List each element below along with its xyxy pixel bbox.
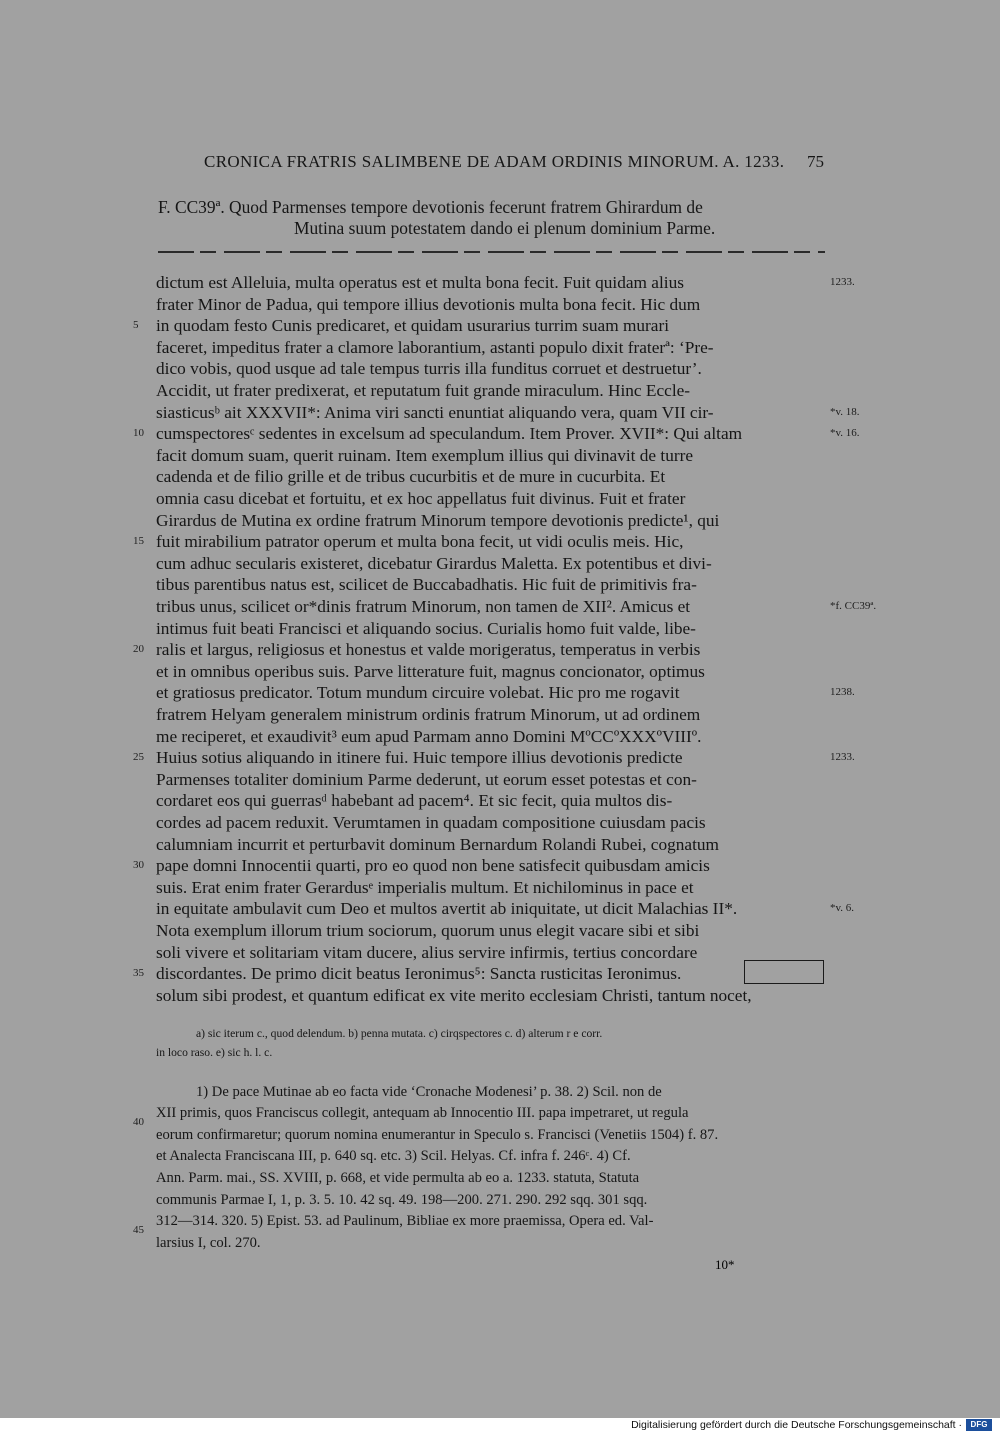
text-line: soli vivere et solitariam vitam ducere, alius servire infirmis, tertius concordare bbox=[156, 943, 698, 962]
page-number: 75 bbox=[807, 152, 824, 171]
text-line: Girardus de Mutina ex ordine fratrum Minorum tempore devotionis predicte¹, qui bbox=[156, 511, 720, 530]
line-number: 25 bbox=[133, 751, 144, 763]
text-line: cadenda et de filio grille et de tribus cucurbitis et de mure in cucurbita. Et bbox=[156, 467, 666, 486]
text-line: Huius sotius aliquando in itinere fui. Huic tempore illius devotionis predicte bbox=[156, 748, 683, 767]
line-number: 5 bbox=[133, 319, 139, 331]
footnote-line: larsius I, col. 270. bbox=[156, 1235, 261, 1251]
boxed-marginal-word bbox=[744, 960, 824, 984]
text-line: in quodam festo Cunis predicaret, et quidam usurarius turrim suam murari bbox=[156, 316, 670, 335]
text-line: dictum est Alleluia, multa operatus est et multa bona fecit. Fuit quidam alius bbox=[156, 273, 684, 292]
footnote-line: communis Parmae I, 1, p. 3. 5. 10. 42 sq. 49. 198—200. 271. 290. 292 sqq. 301 sqq. bbox=[156, 1192, 648, 1208]
margin-reference: *v. 6. bbox=[830, 902, 855, 914]
margin-folio: *f. CC39ª. bbox=[830, 600, 877, 612]
text-line: ralis et largus, religiosus et honestus et valde morigeratus, temperatus in verbis bbox=[156, 640, 701, 659]
text-line: suis. Erat enim frater Gerardusᵉ imperialis multum. Et nichilominus in pace et bbox=[156, 878, 694, 897]
text-line: faceret, impeditus frater a clamore laborantium, astanti populo dixit fraterª: ‘Pre- bbox=[156, 338, 714, 357]
line-number: 45 bbox=[133, 1224, 144, 1236]
text-line: siasticusᵇ ait XXXVII*: Anima viri sancti enuntiat aliquando vera, quam VII cir- bbox=[156, 403, 714, 422]
text-line: fratrem Helyam generalem ministrum ordinis fratrum Minorum, ut ad ordinem bbox=[156, 705, 701, 724]
line-number: 40 bbox=[133, 1116, 144, 1128]
rubric-line-2: Mutina suum potestatem dando ei plenum dominium Parme. bbox=[294, 218, 716, 238]
text-line: discordantes. De primo dicit beatus Ieronimus⁵: Sancta rusticitas Ieronimus. bbox=[156, 964, 682, 983]
text-line: et in omnibus operibus suis. Parve litterature fuit, magnus concionator, optimus bbox=[156, 662, 705, 681]
running-title: CRONICA FRATRIS SALIMBENE DE ADAM ORDINIS MINORUM. A. 1233. bbox=[204, 152, 785, 171]
text-line: Parmenses totaliter dominium Parme dederunt, ut eorum esset potestas et con- bbox=[156, 770, 697, 789]
text-line: cumspectoresᶜ sedentes in excelsum ad speculandum. Item Prover. XVII*: Qui altam bbox=[156, 424, 743, 443]
line-number: 15 bbox=[133, 535, 144, 547]
apparatus-line-2: in loco raso. e) sic h. l. c. bbox=[156, 1046, 273, 1059]
text-line: fuit mirabilium patrator operum et multa bona fecit, ut vidi oculis meis. Hic, bbox=[156, 532, 684, 551]
footnote-line: Ann. Parm. mai., SS. XVIII, p. 668, et vide permulta ab eo a. 1233. statuta, Statuta bbox=[156, 1170, 640, 1186]
text-line: intimus fuit beati Francisci et aliquando socius. Curialis homo fuit valde, libe- bbox=[156, 619, 696, 638]
text-line: in equitate ambulavit cum Deo et multos avertit ab iniquitate, ut dicit Malachias II*. bbox=[156, 899, 738, 918]
footnote-line: 1) De pace Mutinae ab eo facta vide ‘Cronache Modenesi’ p. 38. 2) Scil. non de bbox=[196, 1084, 662, 1100]
dfg-logo[interactable]: DFG bbox=[966, 1419, 992, 1431]
margin-year: 1233. bbox=[830, 751, 855, 763]
text-line: cordes ad pacem reduxit. Verumtamen in quadam compositione cuiusdam pacis bbox=[156, 813, 706, 832]
funding-notice: Digitalisierung gefördert durch die Deutsche Forschungsgemeinschaft · bbox=[631, 1419, 962, 1431]
margin-year: 1233. bbox=[830, 276, 855, 288]
margin-reference: *v. 16. bbox=[830, 427, 860, 439]
footnote-line: eorum confirmaretur; quorum nomina enumerantur in Speculo s. Francisci (Venetiis 1504) f. 87. bbox=[156, 1127, 719, 1143]
text-line: cum adhuc secularis existeret, dicebatur Girardus Maletta. Ex potentibus et divi- bbox=[156, 554, 712, 573]
text-line: me reciperet, et exaudivit³ eum apud Parmam anno Domini MºCCºXXXºVIIIº. bbox=[156, 727, 702, 746]
line-number: 20 bbox=[133, 643, 144, 655]
text-line: calumniam incurrit et perturbavit dominum Bernardum Rolandi Rubei, cognatum bbox=[156, 835, 719, 854]
text-line: et gratiosus predicator. Totum mundum circuire volebat. Hic pro me rogavit bbox=[156, 683, 680, 702]
dashed-rule bbox=[158, 251, 825, 253]
text-line: cordaret eos qui guerrasᵈ habebant ad pacem⁴. Et sic fecit, quia multos dis- bbox=[156, 791, 673, 810]
footnote-line: 312—314. 320. 5) Epist. 53. ad Paulinum, Bibliae ex more praemissa, Opera ed. Val- bbox=[156, 1213, 654, 1229]
text-line: facit domum suam, querit ruinam. Item exemplum illius qui divinavit de turre bbox=[156, 446, 694, 465]
margin-reference: *v. 18. bbox=[830, 406, 860, 418]
margin-year: 1238. bbox=[830, 686, 855, 698]
text-line: frater Minor de Padua, qui tempore illius devotionis multa bona fecit. Hic dum bbox=[156, 295, 701, 314]
line-number: 10 bbox=[133, 427, 144, 439]
text-line: solum sibi prodest, et quantum edificat ex vite merito ecclesiam Christi, tantum nocet, bbox=[156, 986, 752, 1005]
line-number: 35 bbox=[133, 967, 144, 979]
rubric-line-1: F. CC39ª. Quod Parmenses tempore devotionis fecerunt fratrem Ghirardum de bbox=[158, 197, 703, 217]
signature-mark: 10* bbox=[715, 1257, 735, 1272]
footnote-line: XII primis, quos Franciscus collegit, antequam ab Innocentio III. papa impetraret, ut regula bbox=[156, 1105, 689, 1121]
text-line: tibus parentibus natus est, scilicet de Buccabadhatis. Hic fuit de primitivis fra- bbox=[156, 575, 697, 594]
text-line: dico vobis, quod usque ad tale tempus turris illa funditus corruet et destruetur’. bbox=[156, 359, 702, 378]
line-number: 30 bbox=[133, 859, 144, 871]
text-line: tribus unus, scilicet or*dinis fratrum Minorum, non tamen de XII². Amicus et bbox=[156, 597, 691, 616]
text-line: Nota exemplum illorum trium sociorum, quorum unus elegit vacare sibi et sibi bbox=[156, 921, 700, 940]
text-line: omnia casu dicebat et fortuitu, et ex hoc appellatus fuit divinus. Fuit et frater bbox=[156, 489, 686, 508]
footnote-line: et Analecta Franciscana III, p. 640 sq. etc. 3) Scil. Helyas. Cf. infra f. 246ᶜ. 4) Cf. bbox=[156, 1148, 631, 1164]
apparatus-line-1: a) sic iterum c., quod delendum. b) penna mutata. c) cirqspectores c. d) alterum r e corr. bbox=[196, 1027, 603, 1040]
text-line: pape domni Innocentii quarti, pro eo quod non bene satisfecit quibusdam amicis bbox=[156, 856, 710, 875]
text-line: Accidit, ut frater predixerat, et reputatum fuit grande miraculum. Hinc Eccle- bbox=[156, 381, 691, 400]
